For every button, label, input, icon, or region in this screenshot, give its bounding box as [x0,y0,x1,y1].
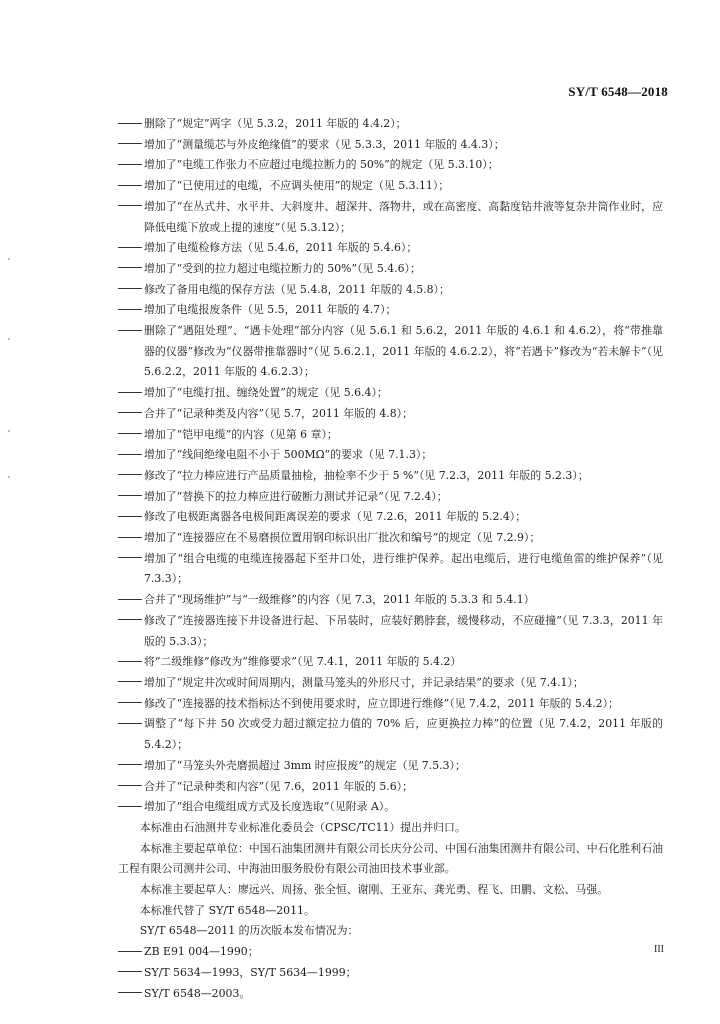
change-item-text: 增加了“规定井次或时间周期内，测量马笼头的外形尺寸，并记录结果”的要求（见 7.4.1）； [144,675,584,689]
change-item-text: 修改了备用电缆的保存方法（见 5.4.8，2011 年版的 4.5.8）； [144,282,450,296]
em-dash-marker [118,259,144,280]
history-item [118,984,663,1005]
change-item-text: 增加了“线间绝缘电阻不小于 500MΩ”的要求（见 7.1.3）； [144,448,433,462]
change-item [118,797,663,818]
em-dash-marker [118,238,144,259]
change-item [118,487,663,508]
change-item-text: 合并了“现场维护”与“一级维修”的内容（见 7.3，2011 年版的 5.3.3 和 5.4.1） [144,593,535,607]
change-item-text: 修改了“连接器连接下井设备进行起、下吊装时，应装好鹅脖套，缓慢移动，不应碰撞”（见 7.3.3，2011 年版的 5.3.3）； [144,613,663,648]
change-item [118,507,663,528]
proposed-by-paragraph: 本标准由石油测井专业标准化委员会（CPSC/TC11）提出并归口。 [139,820,466,834]
scan-margin-mark [8,338,10,340]
em-dash-marker [118,528,144,549]
change-item [118,238,663,259]
change-item [118,383,663,404]
em-dash-marker [118,756,144,777]
foreword-content [118,114,663,1004]
page-number: III [654,944,664,955]
em-dash-marker [118,984,144,1005]
change-item [118,777,663,798]
change-item [118,611,663,652]
em-dash-marker [118,487,144,508]
change-item [118,652,663,673]
change-item [118,673,663,694]
change-item [118,756,663,777]
em-dash-marker [118,155,144,176]
em-dash-marker [118,549,144,590]
em-dash-marker [118,383,144,404]
em-dash-marker [118,507,144,528]
em-dash-marker [118,466,144,487]
change-item [118,176,663,197]
em-dash-marker [118,611,144,652]
scan-margin-mark [8,476,10,478]
change-item-text: 增加了“在丛式井、水平井、大斜度井、超深井、落物井，或在高密度、高黏度钻井液等复杂井筒作业时，应降低电缆下放或上提的速度”（见 5.3.12）； [144,199,663,234]
change-item [118,135,663,156]
change-item [118,300,663,321]
scan-margin-mark [8,258,10,260]
change-item-text: 将“二级维修”修改为“维修要求”（见 7.4.1，2011 年版的 5.4.2） [144,655,462,669]
change-item-text: 合并了“记录种类及内容”（见 5.7，2011 年版的 4.8）； [144,406,414,420]
change-item [118,197,663,238]
change-item [118,155,663,176]
change-item-text: 合并了“记录种类和内容”（见 7.6，2011 年版的 5.6）； [144,779,414,793]
history-item-text: ZB E91 004—1990； [144,945,259,959]
change-item-text: 增加了“已使用过的电缆，不应调头使用”的规定（见 5.3.11）； [144,179,450,193]
change-item-text: 修改了“连接器的技术指标达不到使用要求时，应立即进行维修”（见 7.4.2，2011 年版的 5.4.2）； [144,696,619,710]
em-dash-marker [118,942,144,963]
history-item-text: SY/T 5634—1993，SY/T 5634—1999； [144,965,357,979]
em-dash-marker [118,425,144,446]
em-dash-marker [118,590,144,611]
em-dash-marker [118,652,144,673]
version-history-list [118,942,663,1004]
change-item-text: 增加了“组合电缆组成方式及长度选取”（见附录 A）。 [144,800,396,814]
change-item-text: 修改了“拉力棒应进行产品质量抽检，抽检率不少于 5 %”（见 7.2.3，2011 年版的 5.2.3）； [144,468,589,482]
history-item [118,942,663,963]
change-item [118,714,663,755]
change-item [118,590,663,611]
change-item [118,114,663,135]
change-item [118,404,663,425]
change-item [118,425,663,446]
replaces-paragraph: 本标准代替了 SY/T 6548—2011。 [139,903,315,917]
change-item [118,321,663,383]
em-dash-marker [118,963,144,984]
change-item-text: 增加了“电缆工作张力不应超过电缆拉断力的 50%”的规定（见 5.3.10）； [144,158,499,172]
em-dash-marker [118,694,144,715]
standard-code-header: SY/T 6548—2018 [568,84,668,99]
change-item [118,466,663,487]
change-item [118,694,663,715]
scan-margin-mark [8,430,10,432]
change-item-text: 增加了“马笼头外壳磨损超过 3mm 时应报废”的规定（见 7.5.3）； [144,758,466,772]
em-dash-marker [118,445,144,466]
change-item-text: 增加了“测量缆芯与外皮绝缘值”的要求（见 5.3.3，2011 年版的 4.4.3）； [144,137,505,151]
change-item [118,280,663,301]
em-dash-marker [118,321,144,383]
em-dash-marker [118,797,144,818]
drafting-units-paragraph: 本标准主要起草单位：中国石油集团测井有限公司长庆分公司、中国石油集团测井有限公司、中石化胜利石油工程有限公司测井公司、中海油田服务股份有限公司油田技术事业部。 [118,841,663,876]
change-item-text: 删除了“遇阻处理”、“遇卡处理”部分内容（见 5.6.1 和 5.6.2，2011 年版的 4.6.1 和 4.6.2），将“带推靠器的仪器”修改为“仪器带推靠器时”（见 5.6.2.1，2011 年版的 4.6.2.2），将“若遇卡”修改为“若未解卡”（见 5.6.2.2，2011 年版的 4.6.2.3）； [144,324,663,379]
em-dash-marker [118,404,144,425]
change-item-text: 增加了电缆报废条件（见 5.5，2011 年版的 4.7）； [144,303,397,317]
change-item-text: 增加了“替换下的拉力棒应进行破断力测试并记录”（见 7.2.4）； [144,489,448,503]
change-item-text: 增加了“连接器应在不易磨损位置用钢印标识出厂批次和编号”的规定（见 7.2.9）； [144,531,541,545]
drafters-paragraph: 本标准主要起草人：廖远兴、周扬、张全恒、谢刚、王亚东、龚光勇、程飞、田鹏、文松、马强。 [139,883,609,897]
em-dash-marker [118,777,144,798]
em-dash-marker [118,197,144,238]
history-item [118,963,663,984]
change-item-text: 调整了“每下井 50 次或受力超过额定拉力值的 70% 后，应更换拉力棒”的位置（见 7.4.2，2011 年版的 5.4.2）； [144,717,663,752]
em-dash-marker [118,714,144,755]
change-item [118,528,663,549]
history-intro-paragraph: SY/T 6548—2011 的历次版本发布情况为： [139,924,359,938]
em-dash-marker [118,300,144,321]
em-dash-marker [118,114,144,135]
change-item-text: 增加了“电缆打扭、缠绕处置”的规定（见 5.6.4）； [144,386,388,400]
change-item [118,445,663,466]
change-item [118,259,663,280]
em-dash-marker [118,135,144,156]
history-item-text: SY/T 6548—2003。 [144,986,251,1000]
change-item-text: 修改了电极距离器各电极间距离误差的要求（见 7.2.6，2011 年版的 5.2.4）； [144,510,527,524]
change-item-text: 增加了“铠甲电缆”的内容（见第 6 章）； [144,427,338,441]
em-dash-marker [118,673,144,694]
change-item [118,549,663,590]
em-dash-marker [118,280,144,301]
changes-list [118,114,663,818]
change-item-text: 增加了“组合电缆的电缆连接器起下至井口处，进行维护保养。起出电缆后，进行电缆鱼雷的维护保养”（见 7.3.3）； [144,551,663,586]
change-item-text: 增加了电缆检修方法（见 5.4.6，2011 年版的 5.4.6）； [144,241,418,255]
change-item-text: 删除了“规定”两字（见 5.3.2，2011 年版的 4.4.2）； [144,117,407,130]
em-dash-marker [118,176,144,197]
change-item-text: 增加了“受到的拉力超过电缆拉断力的 50%”（见 5.4.6）； [144,261,421,275]
